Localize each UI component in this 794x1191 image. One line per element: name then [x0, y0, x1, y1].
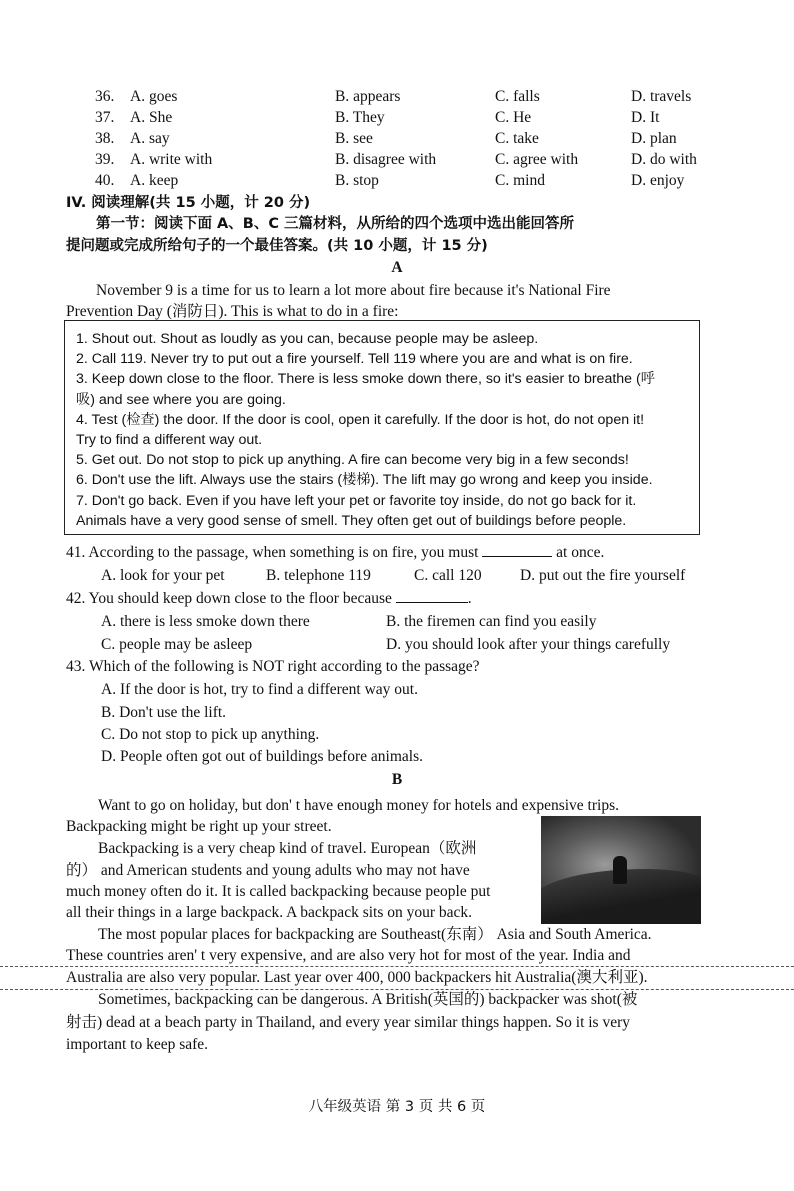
- photo-figure: [613, 856, 627, 884]
- question-number: 36.: [95, 88, 115, 105]
- box-line: 吸) and see where you are going.: [76, 391, 286, 408]
- question-43-stem: 43. Which of the following is NOT right according to the passage?: [66, 658, 480, 675]
- passage-b-line: Backpacking is a very cheap kind of travel. European（欧洲: [98, 840, 477, 857]
- passage-b-line: important to keep safe.: [66, 1036, 209, 1053]
- option-d[interactable]: D. plan: [631, 130, 677, 147]
- option-c[interactable]: C. agree with: [495, 151, 579, 168]
- option-b[interactable]: B. stop: [335, 172, 379, 189]
- section-heading: IV. 阅读理解(共 15 小题，计 20 分): [66, 195, 311, 211]
- option-b[interactable]: B. see: [335, 130, 373, 147]
- box-line: 2. Call 119. Never try to put out a fire yourself. Tell 119 where you are and what is on fire.: [76, 351, 633, 368]
- passage-b-letter: B: [391, 771, 403, 788]
- q41-option-a[interactable]: A. look for your pet: [101, 567, 225, 584]
- box-line: 4. Test (检查) the door. If the door is cool, open it carefully. If the door is hot, do not open it!: [76, 411, 645, 428]
- box-line: 1. Shout out. Shout as loudly as you can, because people may be asleep.: [76, 331, 539, 347]
- box-line: Animals have a very good sense of smell. They often get out of buildings before people.: [76, 512, 627, 529]
- q41-option-d[interactable]: D. put out the fire yourself: [520, 567, 686, 584]
- q41-option-c[interactable]: C. call 120: [414, 567, 482, 584]
- passage-b-line: 的） and American students and young adults who may not have: [66, 862, 470, 879]
- q43-option-c[interactable]: C. Do not stop to pick up anything.: [101, 726, 320, 743]
- passage-b-line: Backpacking might be right up your street.: [66, 818, 332, 835]
- section-instruction-line2: 提问题或完成所给句子的一个最佳答案。(共 10 小题，计 15 分): [66, 238, 488, 254]
- passage-a-intro-line1: November 9 is a time for us to learn a lot more about fire because it's National Fire: [96, 282, 611, 299]
- q43-option-d[interactable]: D. People often got out of buildings before animals.: [101, 748, 423, 765]
- box-line: 7. Don't go back. Even if you have left your pet or favorite toy inside, do not go back for it.: [76, 492, 637, 509]
- option-a[interactable]: A. keep: [130, 172, 179, 189]
- option-c[interactable]: C. take: [495, 130, 539, 147]
- answer-blank[interactable]: [396, 602, 468, 603]
- option-d[interactable]: D. do with: [631, 151, 697, 168]
- passage-b-line: all their things in a large backpack. A backpack sits on your back.: [66, 904, 473, 921]
- q41-option-b[interactable]: B. telephone 119: [266, 567, 371, 584]
- passage-b-line: Want to go on holiday, but don' t have enough money for hotels and expensive trips.: [98, 797, 619, 814]
- box-line: Try to find a different way out.: [76, 432, 263, 449]
- q43-option-b[interactable]: B. Don't use the lift.: [101, 704, 227, 721]
- question-number: 38.: [95, 130, 115, 147]
- option-c[interactable]: C. falls: [495, 88, 540, 105]
- q42-option-d[interactable]: D. you should look after your things carefully: [386, 636, 671, 653]
- option-b[interactable]: B. disagree with: [335, 151, 437, 168]
- option-a[interactable]: A. write with: [130, 151, 213, 168]
- question-41-stem: 41. According to the passage, when something is on fire, you must at once.: [66, 544, 605, 561]
- option-a[interactable]: A. She: [130, 109, 173, 126]
- option-c[interactable]: C. He: [495, 109, 532, 126]
- q43-option-a[interactable]: A. If the door is hot, try to find a different way out.: [101, 681, 418, 698]
- option-b[interactable]: B. They: [335, 109, 385, 126]
- passage-b-line: The most popular places for backpacking are Southeast(东南） Asia and South America.: [98, 926, 652, 943]
- passage-b-line: Australia are also very popular. Last year over 400, 000 backpackers hit Australia(澳大利亚).: [66, 969, 648, 986]
- scan-artifact-line: [0, 966, 794, 967]
- option-c[interactable]: C. mind: [495, 172, 545, 189]
- box-line: 5. Get out. Do not stop to pick up anything. A fire can become very big in a few seconds!: [76, 452, 629, 469]
- box-line: 3. Keep down close to the floor. There is less smoke down there, so it's easier to breathe (呼: [76, 371, 655, 388]
- passage-b-line: much money often do it. It is called backpacking because people put: [66, 883, 491, 900]
- q42-option-a[interactable]: A. there is less smoke down there: [101, 613, 310, 630]
- answer-blank[interactable]: [482, 556, 552, 557]
- section-instruction-line1: 第一节：阅读下面 A、B、C 三篇材料，从所给的四个选项中选出能回答所: [96, 216, 575, 232]
- question-number: 39.: [95, 151, 115, 168]
- page-footer: 八年级英语 第 3 页 共 6 页: [308, 1099, 486, 1115]
- question-number: 40.: [95, 172, 115, 189]
- question-42-stem: 42. You should keep down close to the floor because .: [66, 590, 472, 607]
- question-number: 37.: [95, 109, 115, 126]
- option-a[interactable]: A. goes: [130, 88, 178, 105]
- q42-option-c[interactable]: C. people may be asleep: [101, 636, 253, 653]
- box-line: 6. Don't use the lift. Always use the stairs (楼梯). The lift may go wrong and keep you inside.: [76, 472, 653, 489]
- passage-a-letter: A: [391, 259, 403, 276]
- passage-b-line: 射击) dead at a beach party in Thailand, and every year similar things happen. So it is very: [66, 1014, 631, 1031]
- passage-b-line: These countries aren' t very expensive, and are also very hot for most of the year. India and: [66, 947, 631, 964]
- option-a[interactable]: A. say: [130, 130, 170, 147]
- q42-option-b[interactable]: B. the firemen can find you easily: [386, 613, 597, 630]
- fire-safety-box: [64, 320, 700, 535]
- option-d[interactable]: D. It: [631, 109, 660, 126]
- option-d[interactable]: D. enjoy: [631, 172, 685, 189]
- backpacker-photo: [541, 816, 701, 924]
- option-d[interactable]: D. travels: [631, 88, 692, 105]
- option-b[interactable]: B. appears: [335, 88, 401, 105]
- passage-a-intro-line2: Prevention Day (消防日). This is what to do in a fire:: [66, 303, 399, 320]
- passage-b-line: Sometimes, backpacking can be dangerous. A British(英国的) backpacker was shot(被: [98, 991, 638, 1008]
